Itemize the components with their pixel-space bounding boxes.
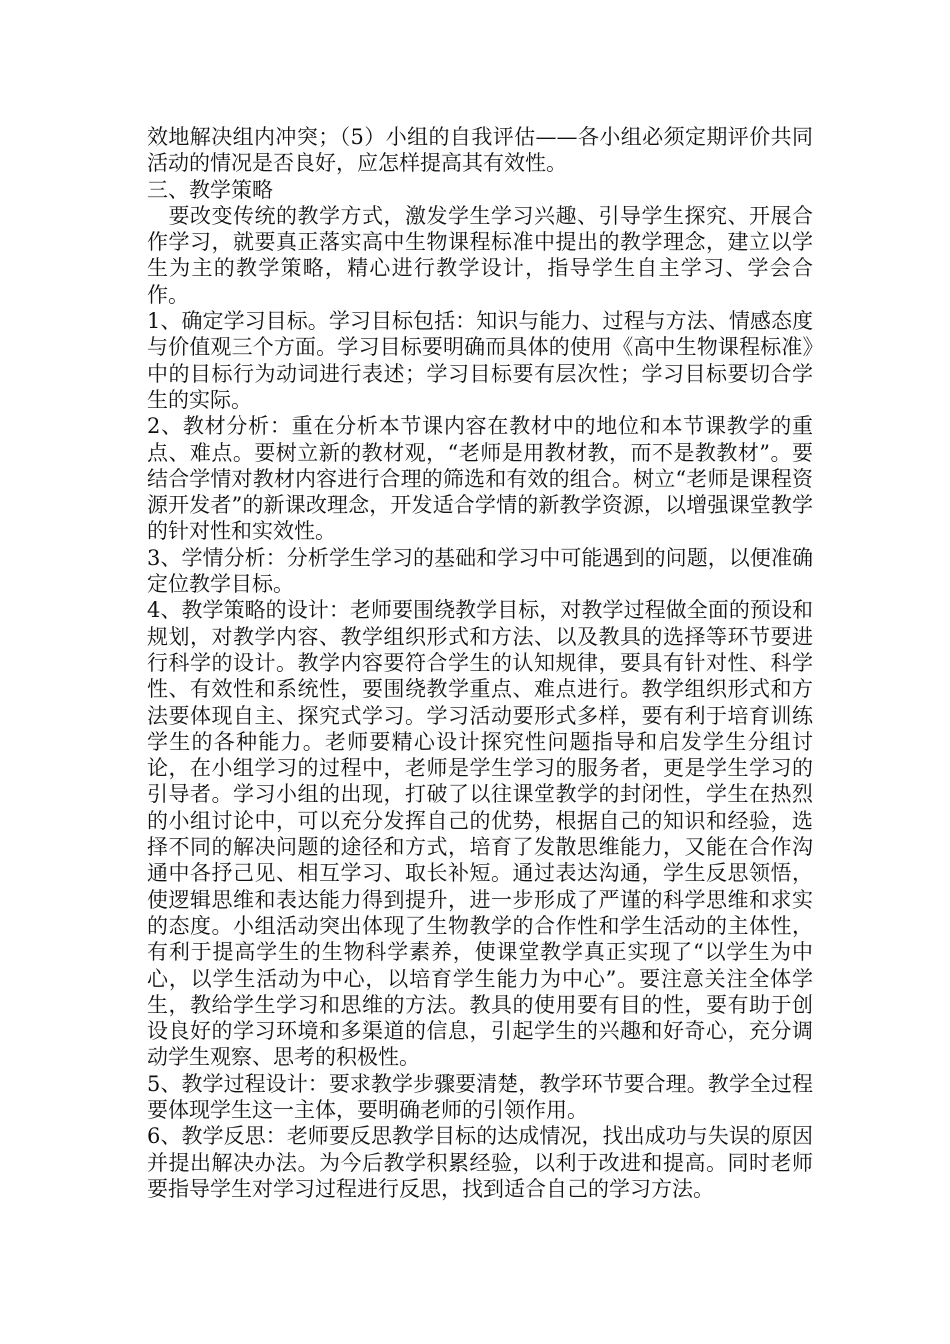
paragraph-process-design: 5、教学过程设计：要求教学步骤要清楚，教学环节要合理。教学全过程要体现学生这一主体，要明确老师的引领作用。 [147, 1071, 813, 1122]
paragraph-learner-analysis: 3、学情分析：分析学生学习的基础和学习中可能遇到的问题，以便准确定位教学目标。 [147, 545, 813, 597]
document-body [147, 124, 813, 1202]
paragraph-group-conflict: 效地解决组内冲突；（5）小组的自我评估——各小组必须定期评价共同活动的情况是否良好，应怎样提高其有效性。 [147, 125, 813, 176]
paragraph-teaching-reflection: 6、教学反思：老师要反思教学目标的达成情况，找出成功与失误的原因并提出解决办法。为今后教学积累经验，以利于改进和提高。同时老师要指导学生对学习过程进行反思，找到适合自己的学习方法。 [147, 1124, 813, 1201]
paragraph-learning-goals: 1、确定学习目标。学习目标包括：知识与能力、过程与方法、情感态度与价值观三个方面。学习目标要明确而具体的使用《高中生物课程标准》中的目标行为动词进行表述；学习目标要有层次性；学习目标要切合学生的实际。 [147, 309, 813, 412]
paragraph-strategy-design: 4、教学策略的设计：老师要围绕教学目标，对教学过程做全面的预设和规划，对教学内容、教学组织形式和方法、以及教具的选择等环节要进行科学的设计。教学内容要符合学生的认知规律，要具有针对性、科学性、有效性和系统性，要围绕教学重点、难点进行。教学组织形式和方法要体现自主、探究式学习。学习活动要形式多样，要有利于培育训练学生的各种能力。老师要精心设计探究性问题指导和启发学生分组讨论，在小组学习的过程中，老师是学生学习的服务者，更是学生学习的引导者。学习小组的出现，打破了以往课堂教学的封闭性，学生在热烈的小组讨论中，可以充分发挥自己的优势，根据自己的知识和经验，选择不同的解决问题的途径和方式，培育了发散思维能力，又能在合作沟通中各抒己见、相互学习、取长补短。通过表达沟通，学生反思领悟，使逻辑思维和表达能力得到提升，进一步形成了严谨的科学思维和求实的态度。小组活动突出体现了生物教学的合作性和学生活动的主体性，有利于提高学生的生物科学素养，使课堂教学真正实现了“以学生为中心，以学生活动为中心，以培育学生能力为中心”。要注意关注全体学生，教给学生学习和思维的方法。教具的使用要有目的性，要有助于创设良好的学习环境和多渠道的信息，引起学生的兴趣和好奇心，充分调动学生观察、思考的积极性。 [147, 598, 813, 1070]
paragraph-textbook-analysis: 2、教材分析：重在分析本节课内容在教材中的地位和本节课教学的重点、难点。要树立新的教材观，“老师是用教材教，而不是教教材”。要结合学情对教材内容进行合理的筛选和有效的组合。树立“老师是课程资源开发者”的新课改理念，开发适合学情的新教学资源，以增强课堂教学的针对性和实效性。 [147, 414, 813, 544]
paragraph-strategy-intro: 要改变传统的教学方式，激发学生学习兴趣、引导学生探究、开展合作学习，就要真正落实高中生物课程标准中提出的教学理念，建立以学生为主的教学策略，精心进行教学设计，指导学生自主学习、学会合作。 [147, 203, 813, 307]
section-heading-teaching-strategy: 三、教学策略 [147, 177, 273, 202]
